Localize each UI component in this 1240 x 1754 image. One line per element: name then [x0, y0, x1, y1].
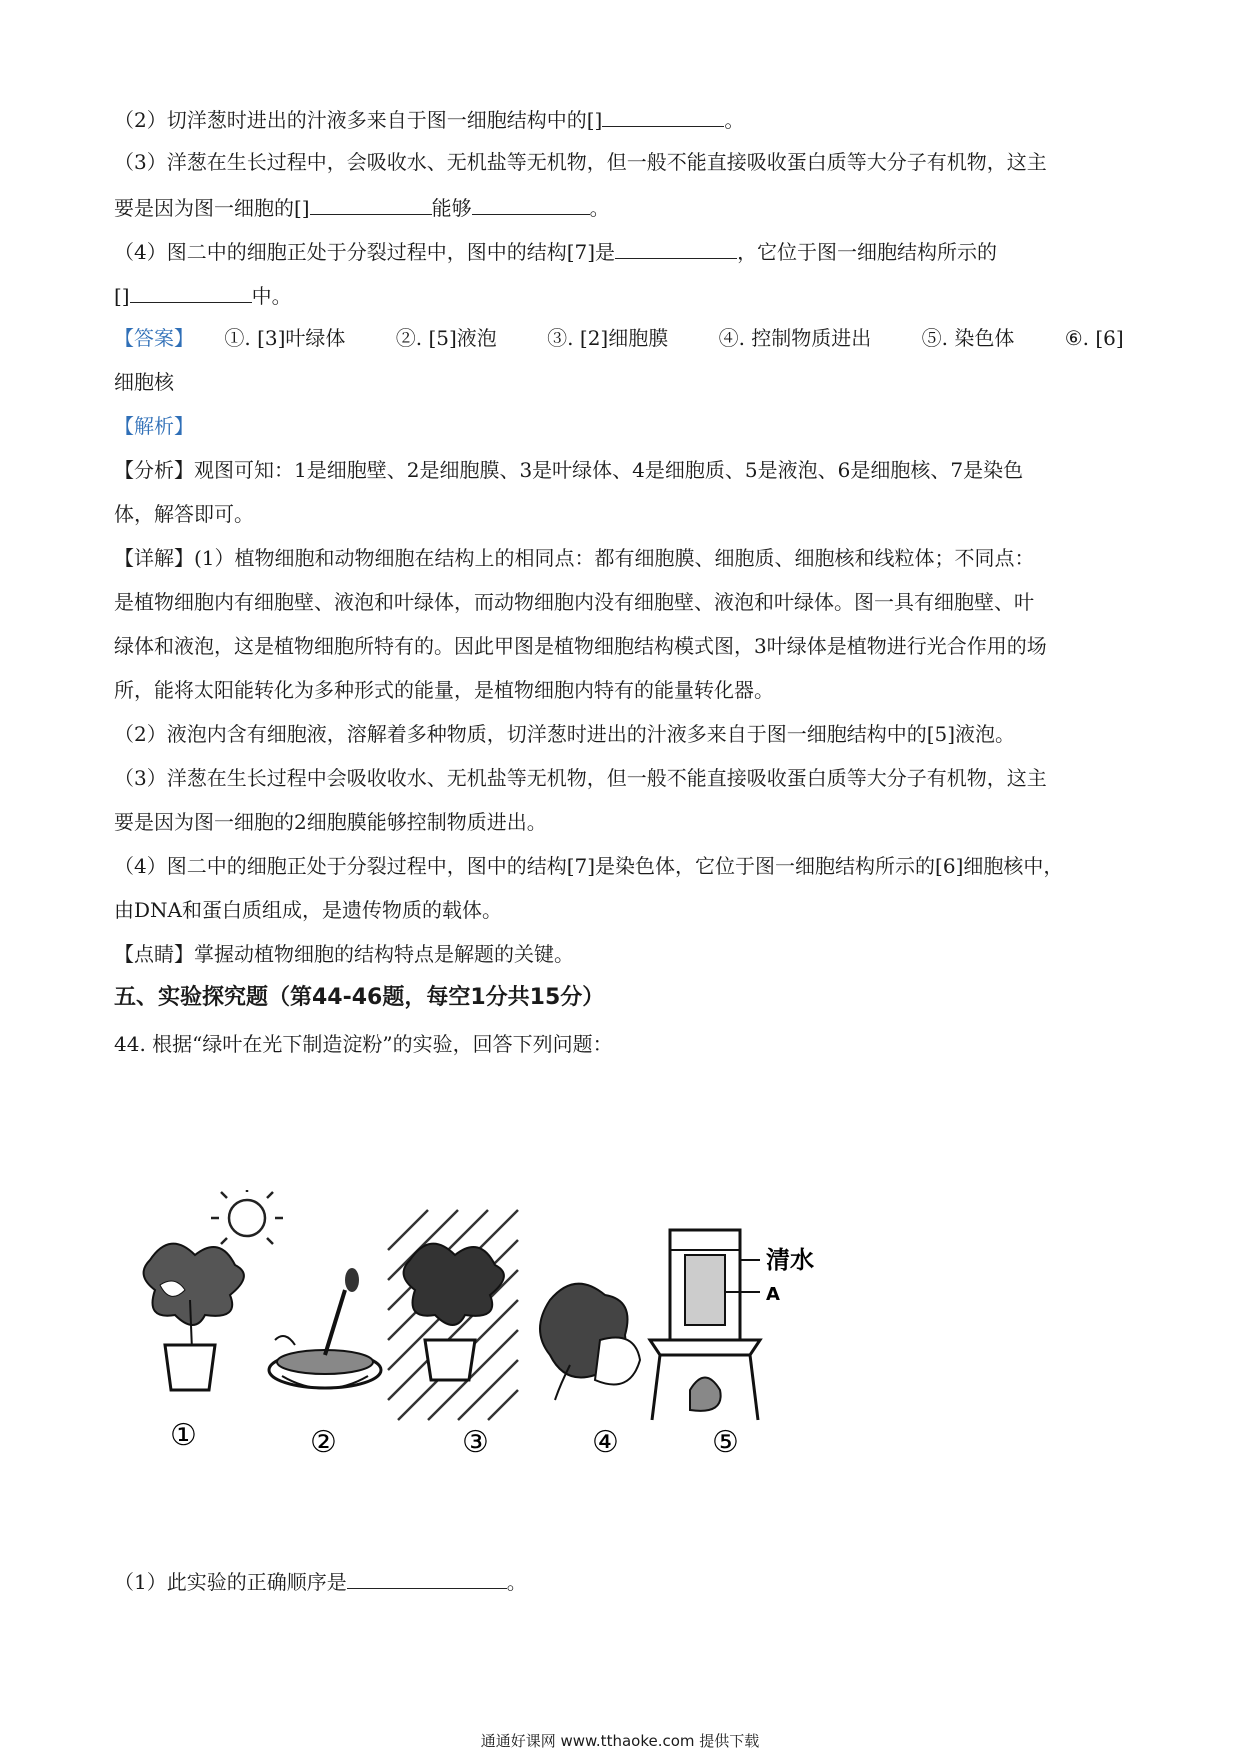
punct: 。 [589, 196, 610, 220]
label-A: A [766, 1284, 780, 1305]
figure-label-5: ⑤ [712, 1425, 739, 1460]
dianjing: 【点睛】掌握动植物细胞的结构特点是解题的关键。 [114, 942, 574, 966]
answer-2: ②. [5]液泡 [395, 326, 497, 350]
xiangjie-line3: 绿体和液泡，这是植物细胞所特有的。因此甲图是植物细胞结构模式图，3叶绿体是植物进行光合作用的场 [114, 634, 1047, 658]
answer-blank [310, 192, 432, 215]
sun-icon [211, 1190, 283, 1244]
figure-label-4: ④ [592, 1425, 619, 1460]
question-3-line1: （3）洋葱在生长过程中，会吸收水、无机盐等无机物，但一般不能直接吸收蛋白质等大分子有机物，这主 [114, 150, 1047, 174]
experiment-illustration [130, 1190, 920, 1490]
question-4-text: [] [114, 284, 130, 308]
label-water: 清水 [766, 1246, 814, 1274]
question-4-text: ，它位于图一细胞结构所示的 [737, 240, 998, 264]
figure-label-1: ① [170, 1418, 197, 1453]
question-4-line1 [114, 236, 997, 266]
leaf-icon [540, 1284, 640, 1400]
question-3-text: 能够 [431, 196, 472, 220]
question-3-line2 [114, 192, 610, 222]
answer-blank [472, 192, 590, 215]
answer-line [114, 324, 1124, 352]
answer-blank [602, 104, 724, 127]
punct: 。 [724, 108, 745, 132]
question-44: 44. 根据“绿叶在光下制造淀粉”的实验，回答下列问题： [114, 1032, 613, 1056]
xiangjie-line2: 是植物细胞内有细胞壁、液泡和叶绿体，而动物细胞内没有细胞壁、液泡和叶绿体。图一具有细胞壁、叶 [114, 590, 1034, 614]
fenxi-line2: 体，解答即可。 [114, 502, 254, 526]
question-2-text: （2）切洋葱时进出的汁液多来自于图一细胞结构中的[] [114, 108, 603, 132]
answer-6: ⑥. [6] [1064, 326, 1124, 350]
plant-in-sunlight-icon [144, 1244, 244, 1390]
section-heading: 五、实验探究题（第44-46题，每空1分共15分） [114, 985, 605, 1010]
answer-blank [130, 280, 252, 303]
figure-label-3: ③ [462, 1425, 489, 1460]
xiangjie-line1: 【详解】(1）植物细胞和动物细胞在结构上的相同点：都有细胞膜、细胞质、细胞核和线粒体；不同点： [114, 546, 1035, 570]
answer-4: ④. 控制物质进出 [718, 326, 872, 350]
answer-blank [347, 1566, 507, 1589]
answer-5: ⑤. 染色体 [921, 326, 1015, 350]
detail-4-line2: 由DNA和蛋白质组成，是遗传物质的载体。 [114, 898, 502, 922]
detail-3-line2: 要是因为图一细胞的2细胞膜能够控制物质进出。 [114, 810, 547, 834]
question-2 [114, 104, 744, 134]
analysis-tag: 【解析】 [114, 414, 194, 438]
detail-4-line1: （4）图二中的细胞正处于分裂过程中，图中的结构[7]是染色体，它位于图一细胞结构所示的[6]细胞核中， [114, 854, 1064, 878]
answer-blank [615, 236, 737, 259]
water-bath-apparatus-icon [650, 1230, 814, 1420]
answer-1: ①. [3]叶绿体 [224, 326, 346, 350]
question-4-text: （4）图二中的细胞正处于分裂过程中，图中的结构[7]是 [114, 240, 616, 264]
footer-credit: 通通好课网 www.tthaoke.com 提供下载 [480, 1732, 760, 1750]
question-4-text: 中。 [251, 284, 292, 308]
detail-2: （2）液泡内含有细胞液，溶解着多种物质，切洋葱时进出的汁液多来自于图一细胞结构中的[5]液泡。 [114, 722, 1016, 746]
answer-3: ③. [2]细胞膜 [547, 326, 669, 350]
question-3-text: 要是因为图一细胞的[] [114, 196, 310, 220]
question-44-1-text: （1）此实验的正确顺序是 [114, 1570, 347, 1594]
answer-continuation: 细胞核 [114, 370, 174, 394]
fenxi-line1: 【分析】观图可知：1是细胞壁、2是细胞膜、3是叶绿体、4是细胞质、5是液泡、6是细胞核、7是染色 [114, 458, 1024, 482]
plant-in-dark-icon [388, 1210, 518, 1420]
detail-3-line1: （3）洋葱在生长过程中会吸收收水、无机盐等无机物，但一般不能直接吸收蛋白质等大分子有机物，这主 [114, 766, 1047, 790]
question-4-line2 [114, 280, 292, 310]
experiment-figure [130, 1190, 920, 1490]
petri-dish-dropper-icon [269, 1268, 381, 1389]
xiangjie-line4: 所，能将太阳能转化为多种形式的能量，是植物细胞内特有的能量转化器。 [114, 678, 774, 702]
figure-label-2: ② [310, 1425, 337, 1460]
punct: 。 [506, 1570, 527, 1594]
answer-tag: 【答案】 [114, 326, 194, 350]
question-44-1 [114, 1566, 527, 1596]
